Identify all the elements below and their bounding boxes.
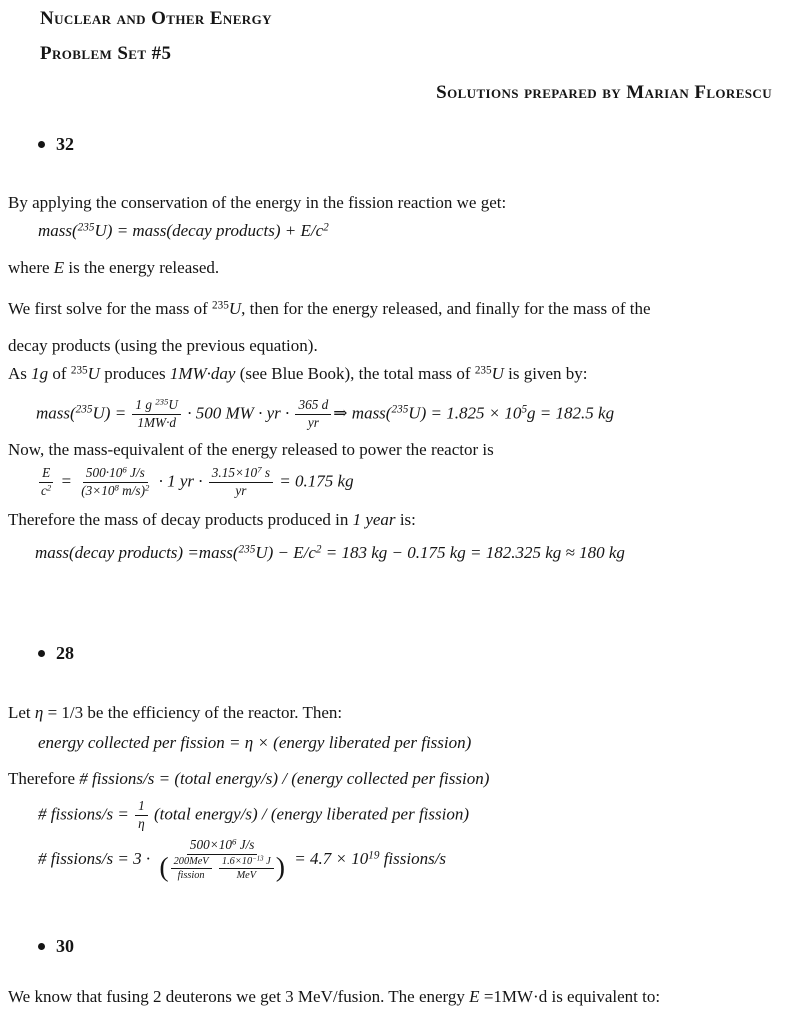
bullet-icon: [38, 650, 45, 657]
p30-intro: We know that fusing 2 deuterons we get 3 MeV/fusion. The energy E =1MW·d is equivalent to:: [8, 987, 661, 1006]
p32-intro: By applying the conservation of the energy in the fission reaction we get:: [8, 193, 507, 212]
p32-eq-mass-balance: mass($^{235}$U) = mass(decay products) + $E/c^2$: [38, 221, 329, 240]
problem-32-number: 32: [56, 134, 74, 154]
p28-efficiency-line: Let η = 1/3 be the efficiency of the reactor. Then:: [8, 703, 343, 722]
p32-therefore-line: Therefore the mass of decay products produced in 1 year is:: [8, 510, 416, 529]
course-title: Nuclear and Other Energy: [40, 8, 272, 29]
p28-therefore-line: Therefore # fissions/s = (total energy/s) / (energy collected per fission): [8, 769, 490, 788]
p32-given-line: As 1g of $^{235}$U produces 1MW·day (see Blue Book), the total mass of $^{235}$U is given by:: [8, 364, 588, 383]
p28-eq-energy-collected: energy collected per fission = η × (energy liberated per fission): [38, 733, 472, 752]
p32-solve-plan: We first solve for the mass of $^{235}$U, then for the energy released, and finally for the mass of the decay products (using the previous equation).: [8, 299, 651, 355]
bullet-icon: [38, 943, 45, 950]
problem-28-number: 28: [56, 643, 74, 663]
p32-eq-mass-u235: mass($^{235}$U) = $\frac{1 g ^{235}U}{1MW\cdot d}$ · 500 MW · yr · $\frac{365 d}{yr}$ ⇒ mass($^{235}$U) = $1.825 \times 10^5g = 182.5$ kg: [36, 396, 615, 430]
p32-eq-decay-mass: mass(decay products) =mass($^{235}$U) − $E/c^2 = 183$ kg − 0.175 kg = 182.325 kg ≈ 180 kg: [35, 543, 625, 562]
p32-where-line: where E is the energy released.: [8, 258, 220, 277]
problem-30-number: 30: [56, 936, 74, 956]
p28-eq-fissions-eta: # fissions/s = $\frac{1}{\eta}$ (total energy/s) / (energy liberated per fission): [38, 798, 470, 831]
bullet-icon: [38, 141, 45, 148]
byline: Solutions prepared by Marian Florescu: [436, 82, 772, 103]
problem-32-marker: [38, 134, 74, 155]
problem-set-title: Problem Set #5: [40, 43, 172, 64]
problem-30-marker: [38, 936, 74, 957]
p32-eq-e-over-c2: $\frac{E}{c^2}$ = $\frac{500\cdot 10^6 J/s}{(3\times 10^8 m/s)^2}$ · 1 yr · $\frac{3.15\times 10^7 s}{yr}$ = 0.175 kg: [41, 464, 354, 498]
p32-mass-equiv-line: Now, the mass-equivalent of the energy released to power the reactor is: [8, 440, 494, 459]
problem-28-marker: [38, 643, 74, 664]
p28-eq-fissions-value: # fissions/s = 3 · $500\times 10^6$ J/s ( 200MeV fission $1.6\times 10^{-13}$ J MeV ) = $4.7 \times 10^{19}$ fissions/s: [38, 836, 447, 884]
